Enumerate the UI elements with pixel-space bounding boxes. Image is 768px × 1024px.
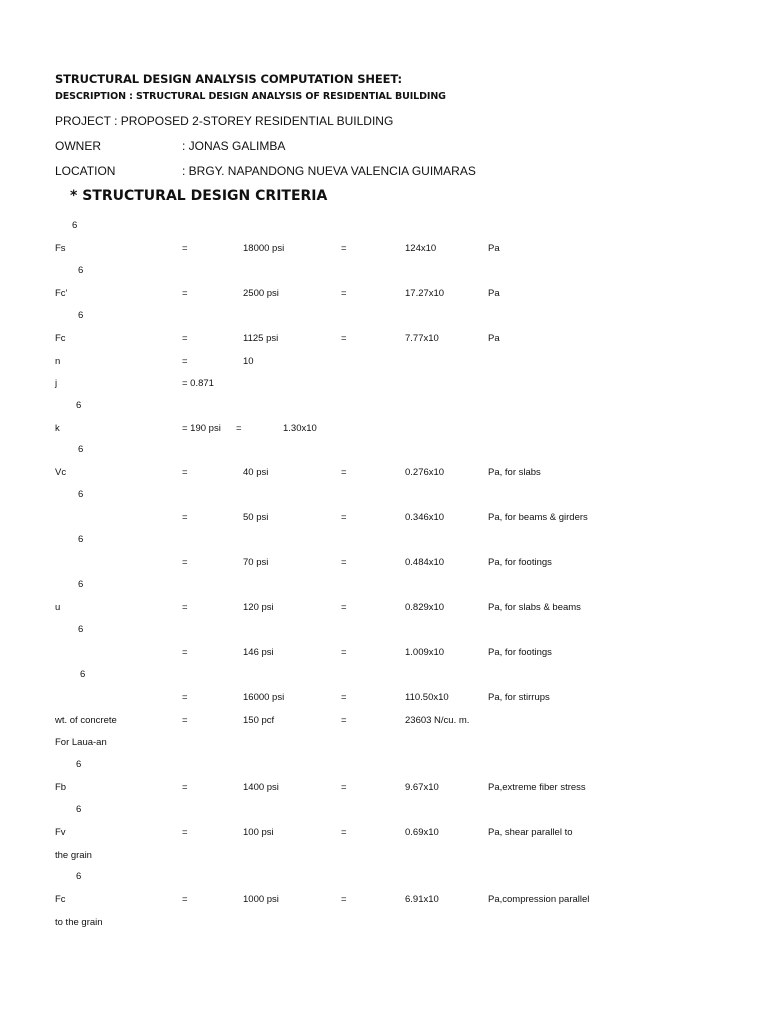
equals-sign: = — [341, 692, 347, 703]
exponent-label: 6 — [76, 400, 82, 411]
si-value: 0.276x10 — [405, 467, 445, 478]
equals-sign: = — [341, 288, 347, 299]
row-label: For Laua-an — [55, 737, 107, 748]
psi-value: 10 — [243, 356, 254, 367]
si-value: 9.67x10 — [405, 782, 439, 793]
psi-value: 150 pcf — [243, 715, 275, 726]
row-label: Fc' — [55, 288, 68, 299]
equals-sign: = — [341, 647, 347, 658]
exponent-label: 6 — [78, 534, 84, 545]
exponent-label: 6 — [78, 579, 84, 590]
equals-sign: = — [182, 894, 188, 905]
psi-value: 1000 psi — [243, 894, 279, 905]
row-label: Vc — [55, 467, 67, 478]
psi-value: 100 psi — [243, 827, 274, 838]
equals-sign: = 0.871 — [182, 378, 214, 389]
unit-label: Pa, for beams & girders — [488, 512, 588, 523]
equals-sign: = — [341, 512, 347, 523]
owner-label: OWNER — [55, 139, 101, 153]
psi-value: = — [236, 423, 242, 434]
unit-label: Pa — [488, 288, 500, 299]
sheet-description: DESCRIPTION : STRUCTURAL DESIGN ANALYSIS OF RESIDENTIAL BUILDING — [55, 91, 446, 102]
si-value: 1.009x10 — [405, 647, 445, 658]
psi-value: 120 psi — [243, 602, 274, 613]
row-label: u — [55, 602, 61, 613]
exponent-label: 6 — [76, 804, 82, 815]
location-label: LOCATION — [55, 164, 116, 178]
si-value: 124x10 — [405, 243, 437, 254]
psi-value: 1125 psi — [243, 333, 279, 344]
equals-sign: = 190 psi — [182, 423, 221, 434]
equals-sign: = — [182, 647, 188, 658]
psi-value: 1400 psi — [243, 782, 279, 793]
equals-sign: = — [182, 356, 188, 367]
si-value: 23603 N/cu. m. — [405, 715, 470, 726]
row-label: Fb — [55, 782, 67, 793]
project-line: PROJECT : PROPOSED 2-STOREY RESIDENTIAL BUILDING — [55, 114, 394, 128]
equals-sign: = — [341, 894, 347, 905]
psi-value: 18000 psi — [243, 243, 285, 254]
psi-value: 16000 psi — [243, 692, 285, 703]
equals-sign: = — [182, 467, 188, 478]
equals-sign: = — [182, 782, 188, 793]
row-label: Fc — [55, 333, 66, 344]
unit-label: Pa — [488, 333, 500, 344]
row-label: Fv — [55, 827, 66, 838]
unit-label: Pa, shear parallel to — [488, 827, 573, 838]
equals-sign: = — [341, 782, 347, 793]
equals-sign: = — [182, 715, 188, 726]
equals-sign: = — [341, 827, 347, 838]
psi-value: 2500 psi — [243, 288, 279, 299]
equals-sign: = — [341, 467, 347, 478]
row-label: Fc — [55, 894, 66, 905]
equals-sign: = — [341, 602, 347, 613]
equals-sign: = — [182, 243, 188, 254]
exponent-label: 6 — [78, 310, 84, 321]
equals-sign: = — [182, 333, 188, 344]
unit-label: Pa, for footings — [488, 557, 552, 568]
row-label: k — [55, 423, 60, 434]
equals-sign: = — [182, 512, 188, 523]
psi-value: 70 psi — [243, 557, 269, 568]
equals-sign: = — [341, 557, 347, 568]
unit-label: Pa, for slabs & beams — [488, 602, 581, 613]
si-value: 6.91x10 — [405, 894, 439, 905]
equals-sign: = — [182, 692, 188, 703]
si-value: 1.30x10 — [283, 423, 317, 434]
exponent-label: 6 — [76, 871, 82, 882]
equals-sign: = — [182, 288, 188, 299]
unit-label: Pa, for footings — [488, 647, 552, 658]
unit-label: Pa,extreme fiber stress — [488, 782, 586, 793]
psi-value: 40 psi — [243, 467, 269, 478]
location-value: : BRGY. NAPANDONG NUEVA VALENCIA GUIMARAS — [182, 164, 476, 178]
unit-label: Pa, for slabs — [488, 467, 541, 478]
psi-value: 146 psi — [243, 647, 274, 658]
equals-sign: = — [182, 557, 188, 568]
si-value: 0.829x10 — [405, 602, 445, 613]
unit-label: Pa, for stirrups — [488, 692, 550, 703]
row-label: the grain — [55, 850, 92, 861]
unit-label: Pa — [488, 243, 500, 254]
unit-label: Pa,compression parallel — [488, 894, 590, 905]
row-label: to the grain — [55, 917, 103, 928]
si-value: 0.69x10 — [405, 827, 439, 838]
exponent-label: 6 — [78, 489, 84, 500]
criteria-heading: * STRUCTURAL DESIGN CRITERIA — [70, 188, 328, 204]
si-value: 17.27x10 — [405, 288, 445, 299]
equals-sign: = — [182, 602, 188, 613]
exponent-label: 6 — [78, 624, 84, 635]
si-value: 110.50x10 — [405, 692, 449, 703]
exponent-label: 6 — [72, 220, 78, 231]
si-value: 0.346x10 — [405, 512, 445, 523]
equals-sign: = — [341, 333, 347, 344]
row-label: Fs — [55, 243, 66, 254]
equals-sign: = — [182, 827, 188, 838]
exponent-label: 6 — [76, 759, 82, 770]
psi-value: 50 psi — [243, 512, 269, 523]
equals-sign: = — [341, 243, 347, 254]
exponent-label: 6 — [80, 669, 86, 680]
row-label: wt. of concrete — [55, 715, 117, 726]
row-label: n — [55, 356, 61, 367]
equals-sign: = — [341, 715, 347, 726]
row-label: j — [55, 378, 58, 389]
owner-value: : JONAS GALIMBA — [182, 139, 286, 153]
exponent-label: 6 — [78, 444, 84, 455]
exponent-label: 6 — [78, 265, 84, 276]
si-value: 7.77x10 — [405, 333, 439, 344]
si-value: 0.484x10 — [405, 557, 445, 568]
sheet-title: STRUCTURAL DESIGN ANALYSIS COMPUTATION SHEET: — [55, 72, 403, 86]
